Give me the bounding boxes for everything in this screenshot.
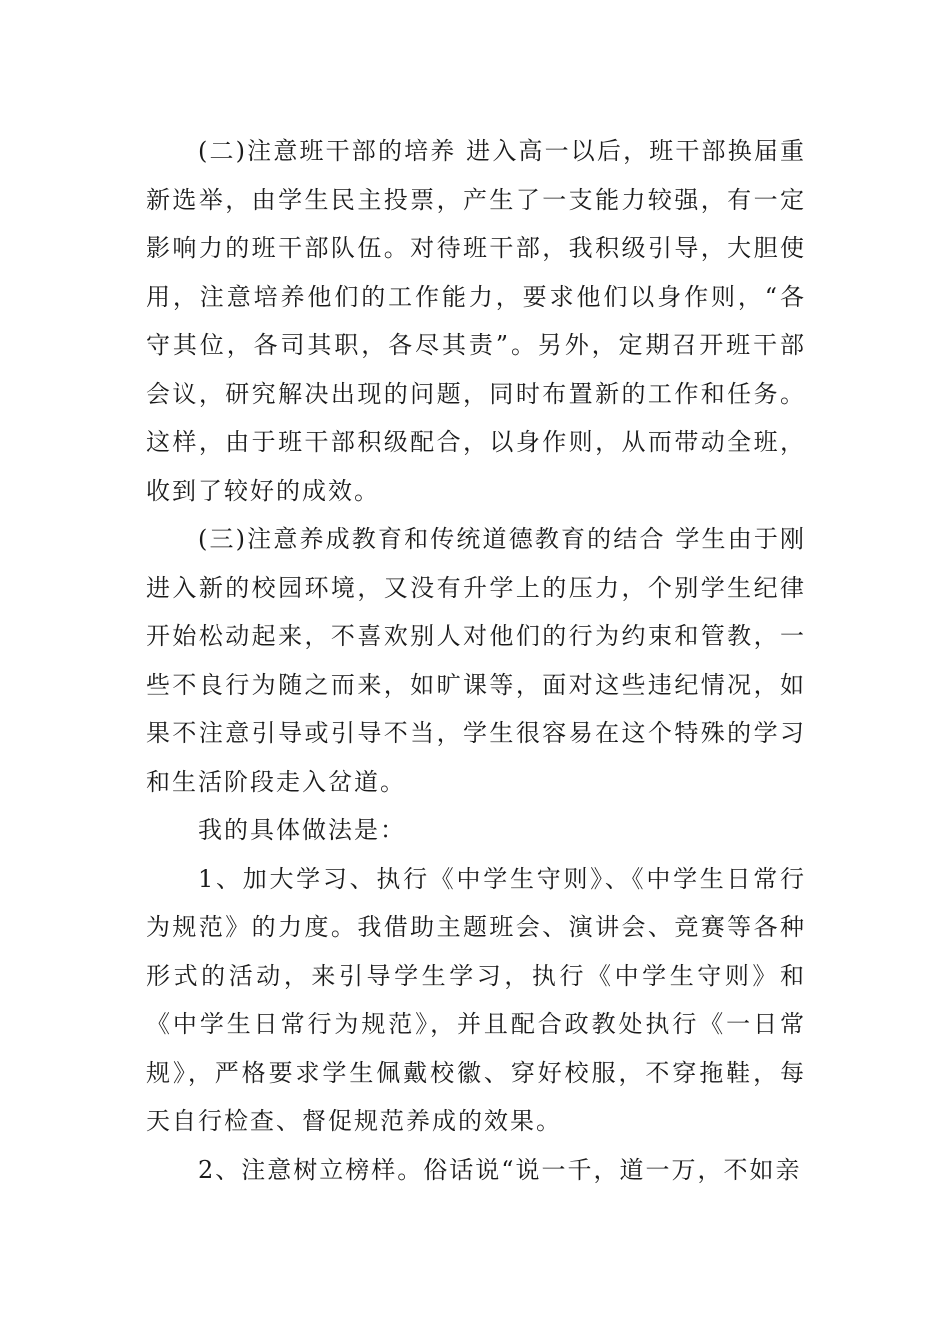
document-body xyxy=(146,127,806,1194)
paragraph-habit-moral-education: (三)注意养成教育和传统道德教育的结合 学生由于刚进入新的校园环境，又没有升学上的压力，个别学生纪律开始松动起来，不喜欢别人对他们的行为约束和管教，一些不良行为随之而来，如旷课等，面对这些违纪情况，如果不注意引导或引导不当，学生很容易在这个特殊的学习和生活阶段走入岔道。 xyxy=(146,525,806,796)
paragraph-specific-methods: 我的具体做法是： xyxy=(198,816,406,844)
paragraph-item-1: 1、加大学习、执行《中学生守则》、《中学生日常行为规范》的力度。我借助主题班会、演讲会、竞赛等各种形式的活动，来引导学生学习，执行《中学生守则》和《中学生日常行为规范》，并且配合政教处执行《一日常规》，严格要求学生佩戴校徽、穿好校服，不穿拖鞋，每天自行检查、督促规范养成的效果。 xyxy=(146,864,806,1135)
paragraph-class-cadre-training: (二)注意班干部的培养 进入高一以后，班干部换届重新选举，由学生民主投票，产生了一支能力较强，有一定影响力的班干部队伍。对待班干部，我积级引导，大胆使用，注意培养他们的工作能力，要求他们以身作则，“各守其位，各司其职，各尽其责”。另外，定期召开班干部会议，研究解决出现的问题，同时布置新的工作和任务。这样，由于班干部积级配合，以身作则，从而带动全班，收到了较好的成效。 xyxy=(146,137,806,505)
paragraph-item-2: 2、注意树立榜样。俗话说“说一千，道一万，不如亲 xyxy=(198,1155,802,1184)
